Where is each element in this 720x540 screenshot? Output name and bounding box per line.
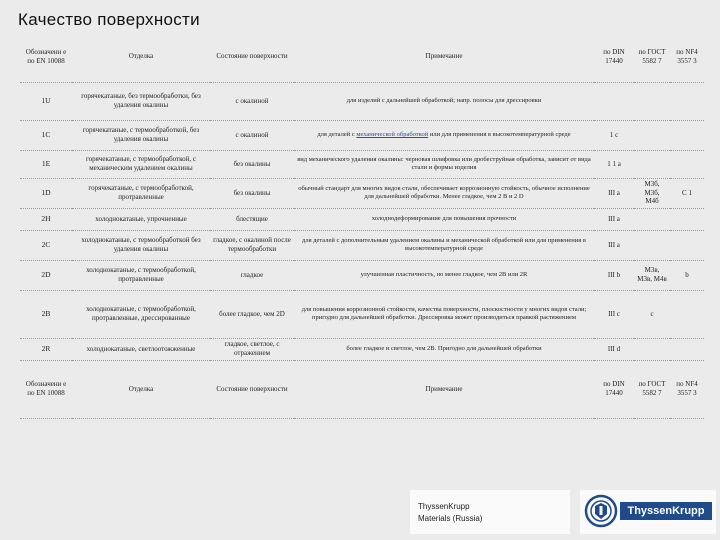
table-row-2c: [20, 230, 704, 260]
header-gost: по ГОСТ 5582 7: [634, 32, 670, 82]
cell-din17440: 1 1 a: [594, 150, 634, 178]
cell-code: 1D: [20, 178, 72, 208]
cell-note: более гладкое и светлое, чем 2B. Пригодно для дальнейшей обработки: [294, 338, 594, 360]
page-title: Качество поверхности: [18, 10, 200, 29]
cell-gost: [634, 208, 670, 230]
table-row-1e: [20, 150, 704, 178]
cell-finish: горячекатаные, с термообработкой, с механическим удалением окалины: [72, 150, 210, 178]
table-row-2b: [20, 290, 704, 338]
cell-code: 2H: [20, 208, 72, 230]
cell-surface-state: гладкое, светлое, с отражением: [210, 338, 294, 360]
cell-finish: холоднокатаные, с термообработкой, протравленные: [72, 260, 210, 290]
header-finish: Отделка: [72, 32, 210, 82]
cell-gost: [634, 150, 670, 178]
company-division: Materials (Russia): [418, 514, 483, 523]
cell-code: 1E: [20, 150, 72, 178]
cell-note: для деталей с дополнительным удалением окалины и механической обработкой или для применения в высокотемпературной среде: [294, 230, 594, 260]
cell-code: 2R: [20, 338, 72, 360]
cell-finish: горячекатаные, без термообработки, без удаления окалины: [72, 82, 210, 120]
cell-code: 1U: [20, 82, 72, 120]
cell-surface-state: гладкое: [210, 260, 294, 290]
footer-header-gost: по ГОСТ 5582 7: [634, 360, 670, 418]
cell-note: для деталей с механической обработкой или для применения в высокотемпературной среде: [294, 120, 594, 150]
header-en10088: Обозначени е по EN 10088: [20, 32, 72, 82]
cell-nf: b: [670, 260, 704, 290]
cell-finish: холоднокатаные, светлоотожженные: [72, 338, 210, 360]
cell-din17440: 1 c: [594, 120, 634, 150]
cell-surface-state: блестящие: [210, 208, 294, 230]
cell-gost: [634, 120, 670, 150]
table-header-row: [20, 32, 704, 82]
company-logo: [580, 490, 716, 534]
cell-note: холоднодеформирование для повышения прочности: [294, 208, 594, 230]
table-row-2h: [20, 208, 704, 230]
cell-din17440: III a: [594, 230, 634, 260]
logo-wordmark: ThyssenKrupp: [620, 502, 712, 520]
table-row-1c: [20, 120, 704, 150]
table-row-1u: [20, 82, 704, 120]
cell-gost: [634, 230, 670, 260]
cell-gost: М3б, М3б, М4б: [634, 178, 670, 208]
cell-gost: М3в, М3в, М4в: [634, 260, 670, 290]
cell-finish: горячекатаные, с термообработкой, без удаления окалины: [72, 120, 210, 150]
footer-header-finish: Отделка: [72, 360, 210, 418]
cell-code: 2B: [20, 290, 72, 338]
cell-note: для изделий с дальнейшей обработкой; напр. полосы для дрессировки: [294, 82, 594, 120]
cell-din17440: [594, 82, 634, 120]
cell-nf: [670, 120, 704, 150]
cell-surface-state: с окалиной: [210, 120, 294, 150]
footer-header-surface-state: Состояние поверхности: [210, 360, 294, 418]
cell-nf: [670, 82, 704, 120]
cell-nf: [670, 338, 704, 360]
company-name: ThyssenKrupp: [418, 502, 470, 511]
cell-nf: [670, 150, 704, 178]
cell-din17440: III b: [594, 260, 634, 290]
footer-header-note: Примечание: [294, 360, 594, 418]
cell-nf: [670, 290, 704, 338]
footer-header-din17440: по DIN 17440: [594, 360, 634, 418]
footer-header-en10088: Обозначени е по EN 10088: [20, 360, 72, 418]
cell-note: вид механического удаления окалины: черновая шлифовка или дробеструйная обработка, зависит от вида стали и формы изделия: [294, 150, 594, 178]
cell-note: обычный стандарт для многих видов стали, обеспечивает коррозионную стойкость, обычное исполнение для дальнейшей обработки. Менее гладкое, чем 2 B и 2 D: [294, 178, 594, 208]
cell-code: 2D: [20, 260, 72, 290]
cell-note: улучшенная пластичность, но менее гладкое, чем 2B или 2R: [294, 260, 594, 290]
surface-quality-table: [20, 32, 704, 419]
thyssenkrupp-emblem-icon: [584, 494, 618, 528]
cell-surface-state: более гладкое, чем 2D: [210, 290, 294, 338]
header-surface-state: Состояние поверхности: [210, 32, 294, 82]
cell-nf: [670, 208, 704, 230]
footer-header-nf: по NF4 3557 3: [670, 360, 704, 418]
table-row-2d: [20, 260, 704, 290]
cell-finish: горячекатаные, с термообработкой, протравленные: [72, 178, 210, 208]
header-note: Примечание: [294, 32, 594, 82]
table-row-2r: [20, 338, 704, 360]
company-caption: [410, 490, 570, 534]
cell-note: для повышения коррозионной стойкости, качества поверхности, плоскостности у многих видов стали; пригодно для дальнейшей обработки. Дрессировка может производиться правкой растяжением: [294, 290, 594, 338]
cell-gost: [634, 82, 670, 120]
cell-surface-state: без окалины: [210, 150, 294, 178]
cell-gost: c: [634, 290, 670, 338]
mechanical-processing-link[interactable]: механической обработкой: [356, 130, 429, 138]
header-nf: по NF4 3557 3: [670, 32, 704, 82]
cell-din17440: III d: [594, 338, 634, 360]
cell-surface-state: гладкое, с окалиной после термообработки: [210, 230, 294, 260]
cell-code: 2C: [20, 230, 72, 260]
table-row-1d: [20, 178, 704, 208]
cell-din17440: III c: [594, 290, 634, 338]
cell-din17440: III a: [594, 208, 634, 230]
cell-finish: холоднокатаные, с термообработкой без удаления окалины: [72, 230, 210, 260]
cell-surface-state: с окалиной: [210, 82, 294, 120]
cell-nf: [670, 230, 704, 260]
cell-code: 1C: [20, 120, 72, 150]
cell-finish: холоднокатаные, упрочненные: [72, 208, 210, 230]
table-footer-header-row: [20, 360, 704, 418]
cell-din17440: III a: [594, 178, 634, 208]
cell-finish: холоднокатаные, с термообработкой, протравленные, дрессированные: [72, 290, 210, 338]
cell-surface-state: без окалины: [210, 178, 294, 208]
cell-nf: C 1: [670, 178, 704, 208]
cell-gost: [634, 338, 670, 360]
header-din17440: по DIN 17440: [594, 32, 634, 82]
